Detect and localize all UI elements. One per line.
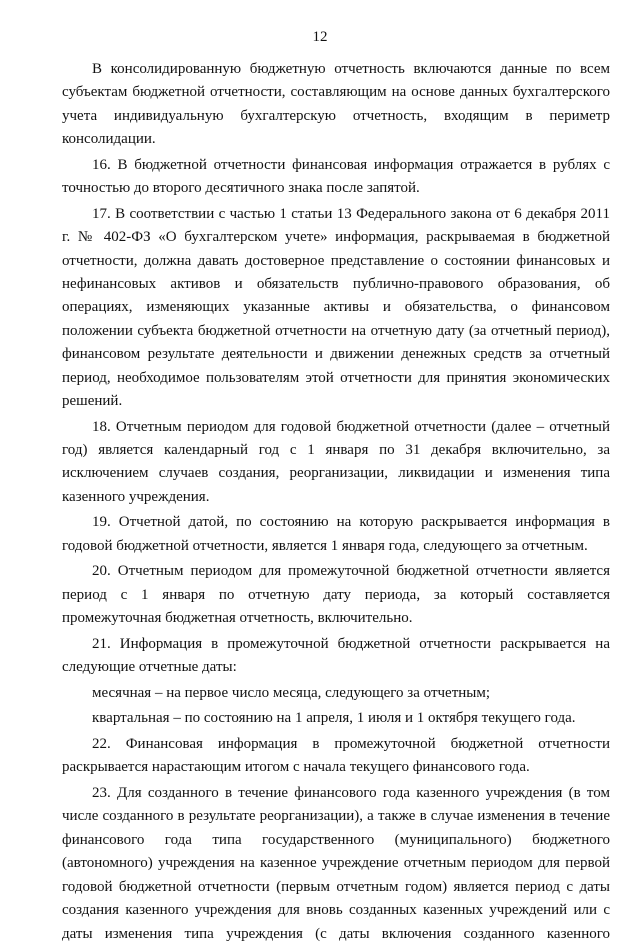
paragraph-20: 20. Отчетным периодом для промежуточной бюджетной отчетности является период с 1 января по отчетную дату периода, за который составляется промежуточная бюджетная отчетность, включительно. <box>62 563 610 627</box>
paragraph-19: 19. Отчетной датой, по состоянию на которую раскрывается информация в годовой бюджетной отчетности, является 1 января года, следующего за отчетным. <box>62 514 610 554</box>
page-number: 12 <box>312 29 328 45</box>
document-body <box>62 58 610 948</box>
paragraph-consolidation: В консолидированную бюджетную отчетность включаются данные по всем субъектам бюджетной отчетности, составляющим на основе данных бухгалтерского учета индивидуальную бухгалтерскую отчетность, входящим в периметр консолидации. <box>62 61 610 148</box>
paragraph-23: 23. Для созданного в течение финансового года казенного учреждения (в том числе созданного в результате реорганизации), а также в случае изменения в течение финансового года типа государственного (муниципального) бюджетного (автономного) учреждения на казенное учреждение отчетным периодом для первой годовой бюджетной отчетности (первым отчетным годом) является период с даты создания казенного учреждения для вновь созданных казенных учреждений или с даты изменения типа учреждения (с даты включения созданного казенного <box>62 785 610 942</box>
paragraph-16: 16. В бюджетной отчетности финансовая информация отражается в рублях с точностью до второго десятичного знака после запятой. <box>62 156 610 197</box>
paragraph-17: 17. В соответствии с частью 1 статьи 13 Федерального закона от 6 декабря 2011 г. № 402-ФЗ «О бухгалтерском учете» информация, раскрываемая в бюджетной отчетности, должна давать достоверное представление о состоянии финансовых и нефинансовых активов и обязательств публично-правового образования, об операциях, изменяющих указанные активы и обязательства, о финансовом положении субъекта бюджетной отчетности на отчетную дату (за отчетный период), финансовом результате деятельности и движении денежных средств за отчетный период, необходимое пользователям этой отчетности для принятия экономических решений. <box>62 205 610 410</box>
list-item-monthly: месячная – на первое число месяца, следующего за отчетным; <box>92 684 491 701</box>
list-item-quarterly: квартальная – по состоянию на 1 апреля, 1 июля и 1 октября текущего года. <box>92 710 576 727</box>
paragraph-22: 22. Финансовая информация в промежуточной бюджетной отчетности раскрывается нарастающим итогом с начала текущего финансового года. <box>62 736 610 776</box>
paragraph-18: 18. Отчетным периодом для годовой бюджетной отчетности (далее – отчетный год) является календарный год с 1 января по 31 декабря включительно, за исключением случаев создания, реорганизации, ликвидации и изменения типа казенного учреждения. <box>62 418 610 505</box>
paragraph-21: 21. Информация в промежуточной бюджетной отчетности раскрывается на следующие отчетные даты: <box>62 635 610 676</box>
